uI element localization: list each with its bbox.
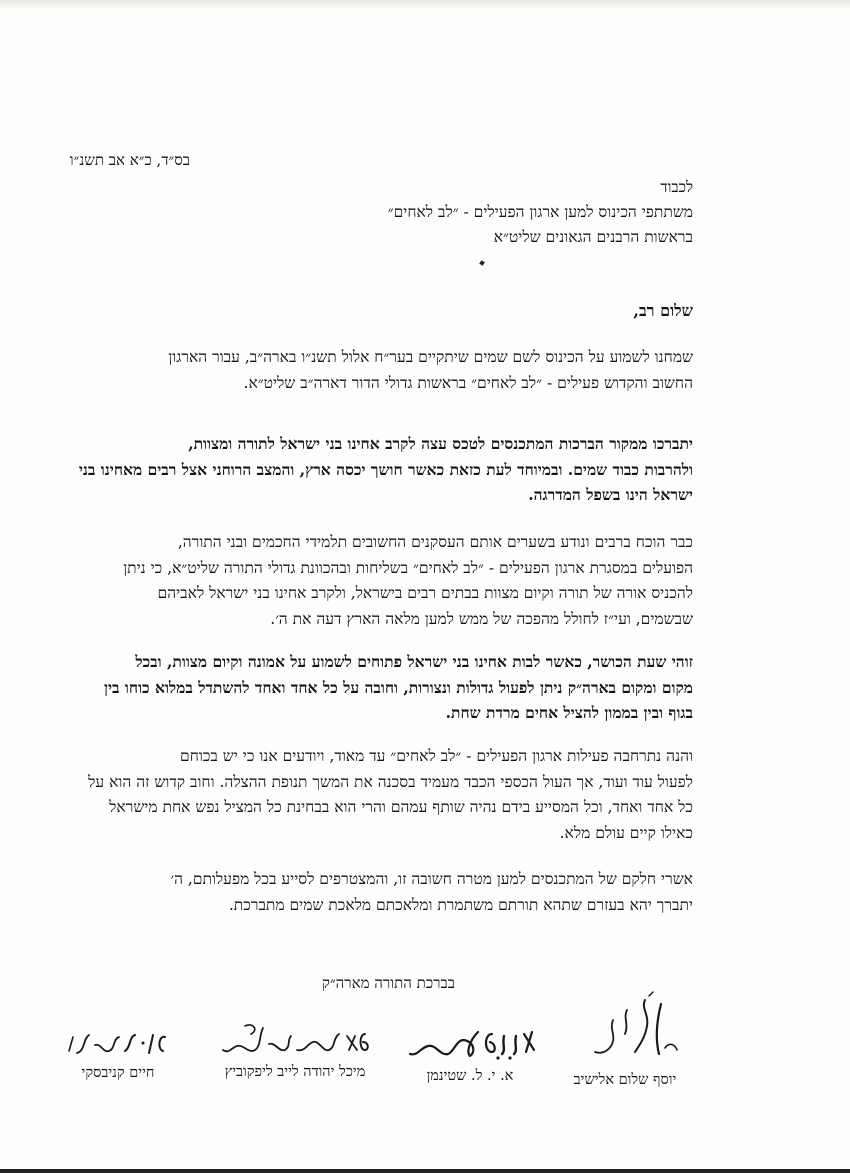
paragraph-line: שבשמים, ועי״ז לחולל מהפכה של ממש למען מלאה הארץ דעה את ה׳. [270, 609, 693, 628]
paragraph-line: יתברך יהא בעזרם שתהא תורתם משתמרת ומלאכתם מלאכת שמים מתברכת. [228, 895, 693, 914]
paragraph-line: שמחנו לשמוע על הכינוס לשם שמים שיתקיים בער״ח אלול תשנ״ו בארה״ב, עבור הארגון [168, 348, 693, 366]
signatory-name: א. י. ל. שטינמן [426, 1068, 514, 1084]
signatory-name: יוסף שלום אלישיב [573, 1072, 677, 1088]
recipient-salutation: לכבוד [660, 178, 693, 196]
paragraph-5 [3, 744, 693, 846]
paragraph-line: לפעול עוד ועוד, אך העול הכספי הכבד מעמיד בסכנה את המשך תנופת ההצלה. וחוב קדוש זה הוא על [88, 772, 693, 791]
closing-blessing: בברכת התורה מארה״ק [321, 974, 455, 992]
paragraph-4 [3, 649, 693, 726]
greeting: שלום רב, [633, 301, 693, 320]
recipient-line-rabbis: בראשות הרבנים הגאונים שליט״א [493, 228, 693, 246]
paragraph-2 [3, 431, 693, 508]
letter-date: בס״ד, כ״א אב תשנ״ו [69, 151, 190, 169]
handwritten-signature-icon [565, 990, 685, 1068]
signature-block-3 [210, 1020, 380, 1081]
signature-block-4 [58, 1025, 178, 1082]
paragraph-line: מקום ומקום בארה״ק ניתן לפעול גדולות ונצורות, וחובה על כל אחד ואחד להשתדל במלוא כוחו בין [104, 677, 693, 697]
paragraph-line: כאילו קיים עולם מלא. [559, 823, 693, 842]
paragraph-line: כבר הוכח ברבים ונודע בשערים אותם העסקנים החשובים תלמידי החכמים ובני התורה, [177, 533, 693, 551]
paragraph-line: והנה נתרחבה פעילות ארגון הפעילים - ״לב לאחים״ עד מאוד, ויודעים אנו כי יש בכוחם [180, 747, 693, 765]
signature-block-2 [395, 1022, 545, 1085]
scan-edge-top [0, 0, 850, 10]
handwritten-signature-icon [215, 1020, 375, 1060]
paragraph-line: זוהי שעת הכושר, כאשר לבות אחינו בני ישראל פתוחים לשמוע על אמונה וקיום מצוות, ובכל [135, 652, 693, 671]
paragraph-line: ישראל הינו בשפל המדרגה. [528, 485, 693, 504]
paragraph-line: החשוב והקדוש פעילים - ״לב לאחים״ בראשות גדולי הדור דארה״ב שליט״א. [243, 373, 693, 392]
paragraph-line: הפועלים במסגרת ארגון הפעילים - ״לב לאחים״ בשליחות ובהכוונת גדולי התורה שליט״א, כי ניתן [123, 558, 693, 577]
signature-block-1 [555, 990, 695, 1089]
paragraph-line: יתברכו ממקור הברכות המתכנסים לטכס עצה לקרב אחינו בני ישראל לתורה ומצוות, [188, 434, 693, 453]
signatory-name: חיים קניבסקי [81, 1065, 155, 1081]
paragraph-line: כל אחד ואחד, וכל המסייע בידם נהיה שותף עמהם והרי הוא בבחינת כל המציל נפש אחת מישראל [109, 798, 693, 816]
handwritten-signature-icon [400, 1022, 540, 1064]
paragraph-3 [3, 530, 693, 632]
paragraph-line: להכניס אורה של תורה וקיום מצוות בבתים רבים בישראל, ולקרב אחינו בני ישראל לאביהם [157, 584, 693, 602]
scan-speck [479, 260, 485, 266]
handwritten-signature-icon [63, 1025, 173, 1061]
recipient-line-organization: משתתפי הכינוס למען ארגון הפעילים - ״לב לאחים״ [387, 203, 693, 221]
paragraph-line: אשרי חלקם של המתכנסים למען מטרה חשובה זו, והמצטרפים לסייע בכל מפעלותם, ה׳ [170, 870, 693, 888]
scan-edge-bottom [0, 1169, 850, 1173]
paragraph-1 [3, 345, 693, 396]
paragraph-line: בגוף ובין בממון להציל אחים מרדת שחת. [445, 703, 693, 722]
paragraph-6 [3, 867, 693, 918]
signatory-name: מיכל יהודה לייב ליפקוביץ [224, 1064, 366, 1080]
paragraph-line: ולהרבות כבוד שמים. ובמיוחד לעת כזאת כאשר חושך יכסה ארץ, והמצב הרוחני אצל רבים מאחינו בני [78, 459, 693, 479]
